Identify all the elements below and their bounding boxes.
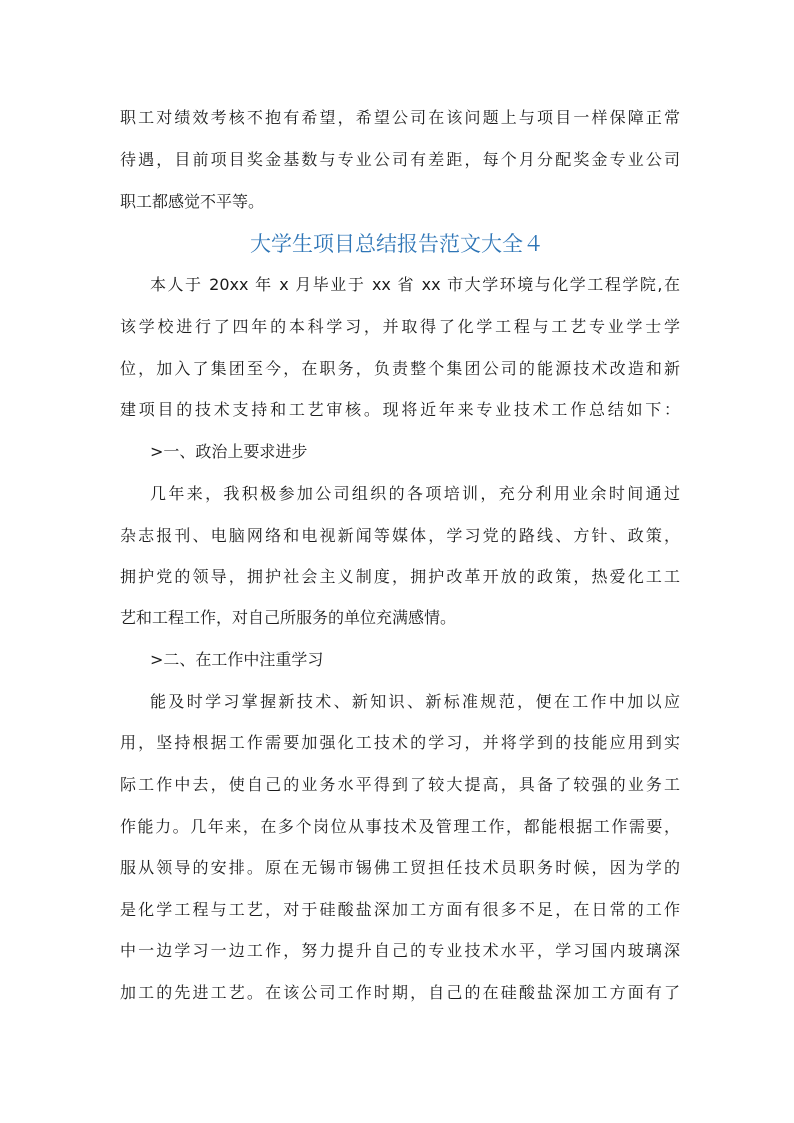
para2-line-4: 艺和工程工作，对自己所服务的单位充满感情。 — [120, 608, 457, 627]
intro-line-2: 待遇，目前项目奖金基数与专业公司有差距，每个月分配奖金专业公司 — [120, 150, 680, 169]
para3-line-8: 加工的先进工艺。在该公司工作时期，自己的在硅酸盐深加工方面有了 — [120, 983, 680, 1002]
para3-line-6: 是化学工程与工艺，对于硅酸盐深加工方面有很多不足，在日常的工作 — [120, 900, 680, 919]
para3-line-1: 能及时学习掌握新技术、新知识、新标准规范，便在工作中加以应 — [150, 692, 680, 711]
para2-line-1: 几年来，我积极参加公司组织的各项培训，充分利用业余时间通过 — [150, 484, 680, 503]
para1-line-1: 本人于 20xx 年 x 月毕业于 xx 省 xx 市大学环境与化学工程学院,在 — [150, 275, 680, 294]
para1-line-2: 该学校进行了四年的本科学习，并取得了化学工程与工艺专业学士学 — [120, 317, 680, 336]
para3-line-7: 中一边学习一边工作，努力提升自己的专业技术水平，学习国内玻璃深 — [120, 941, 680, 960]
para3-line-5: 服从领导的安排。原在无锡市锡佛工贸担任技术员职务时候，因为学的 — [120, 858, 680, 877]
para2-line-3: 拥护党的领导，拥护社会主义制度，拥护改革开放的政策，热爱化工工 — [120, 567, 680, 586]
subheading-learning: >二、在工作中注重学习 — [150, 650, 324, 669]
intro-line-3: 职工都感觉不平等。 — [120, 192, 265, 211]
para1-line-3: 位，加入了集团至今，在职务，负责整个集团公司的能源技术改造和新 — [120, 359, 680, 378]
para2-line-2: 杂志报刊、电脑网络和电视新闻等媒体，学习党的路线、方针、政策， — [120, 526, 680, 545]
section-title: 大学生项目总结报告范文大全４ — [250, 232, 544, 256]
para1-line-4: 建项目的技术支持和工艺审核。现将近年来专业技术工作总结如下： — [120, 400, 680, 419]
para3-line-4: 作能力。几年来，在多个岗位从事技术及管理工作，都能根据工作需要， — [120, 817, 680, 836]
intro-line-1: 职工对绩效考核不抱有希望，希望公司在该问题上与项目一样保障正常 — [120, 108, 680, 127]
para3-line-2: 用，坚持根据工作需要加强化工技术的学习，并将学到的技能应用到实 — [120, 733, 680, 752]
para3-line-3: 际工作中去，使自己的业务水平得到了较大提高，具备了较强的业务工 — [120, 775, 680, 794]
subheading-politics: >一、政治上要求进步 — [150, 442, 308, 461]
